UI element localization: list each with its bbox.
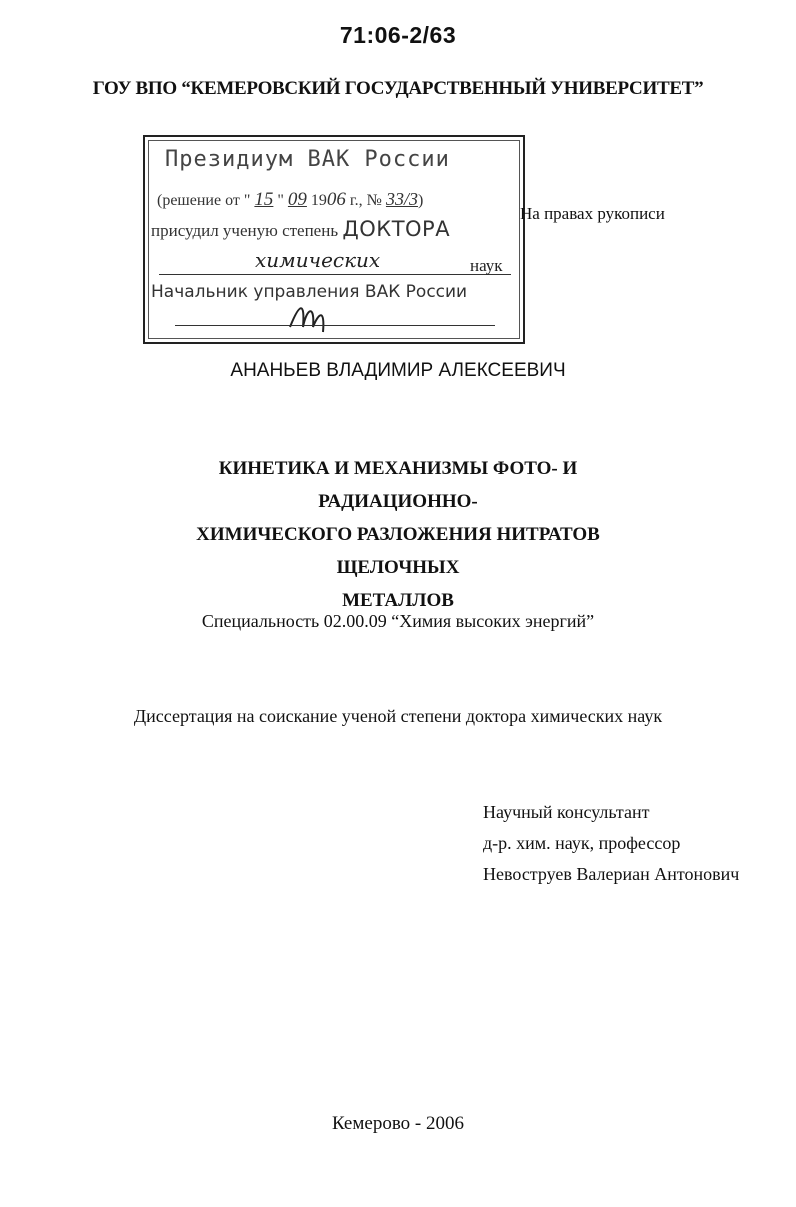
stamp-field-suffix: наук — [470, 256, 503, 275]
stamp-decision-mid: " — [277, 192, 284, 209]
vak-stamp — [143, 135, 525, 344]
consultant-block — [483, 797, 739, 890]
author-name: АНАНЬЕВ ВЛАДИМИР АЛЕКСЕЕВИЧ — [230, 360, 566, 381]
title-line: МЕТАЛЛОВ — [342, 590, 454, 611]
stamp-decision-number: 33/3 — [385, 189, 418, 209]
stamp-decision-prefix: (решение от " — [157, 192, 251, 209]
dissertation-title — [140, 452, 656, 617]
signature-icon — [285, 297, 345, 345]
consultant-name: Невоструев Валериан Антонович — [483, 864, 740, 884]
university-name: ГОУ ВПО “КЕМЕРОВСКИЙ ГОСУДАРСТВЕННЫЙ УНИВЕРСИТЕТ” — [92, 78, 704, 99]
specialty: Специальность 02.00.09 “Химия высоких энергий” — [201, 611, 595, 631]
stamp-decision-suffix: г., № — [349, 192, 382, 209]
title-line: ХИМИЧЕСКОГО РАЗЛОЖЕНИЯ НИТРАТОВ ЩЕЛОЧНЫХ — [196, 524, 600, 578]
stamp-decision-year: 06 — [326, 189, 346, 210]
stamp-awarded-line — [151, 217, 450, 241]
rights-notice: На правах рукописи — [520, 204, 665, 223]
signature-scribble-icon — [285, 297, 345, 337]
stamp-degree: ДОКТОРА — [342, 217, 451, 241]
stamp-header: Президиум ВАК России — [165, 147, 450, 172]
city-year: Кемерово - 2006 — [331, 1113, 464, 1134]
document-code: 71:06-2/63 — [339, 22, 457, 48]
stamp-decision-day: 15 — [254, 189, 274, 210]
title-line: КИНЕТИКА И МЕХАНИЗМЫ ФОТО- И РАДИАЦИОННО- — [218, 458, 578, 512]
stamp-awarded-text: присудил ученую степень — [151, 221, 339, 240]
consultant-role: Научный консультант — [483, 802, 650, 822]
stamp-signature-line — [175, 325, 495, 326]
dissertation-type: Диссертация на соискание ученой степени доктора химических наук — [133, 706, 663, 726]
consultant-degree: д-р. хим. наук, профессор — [483, 833, 681, 853]
stamp-decision-year-prefix: 19 — [310, 192, 327, 209]
stamp-field-handwritten: химических — [255, 248, 381, 272]
stamp-decision-month: 09 — [287, 189, 307, 210]
stamp-decision-line: (решение от " 15 " 09 1906 г., № 33/3) — [157, 189, 424, 210]
stamp-head: Начальник управления ВАК России — [151, 282, 468, 302]
